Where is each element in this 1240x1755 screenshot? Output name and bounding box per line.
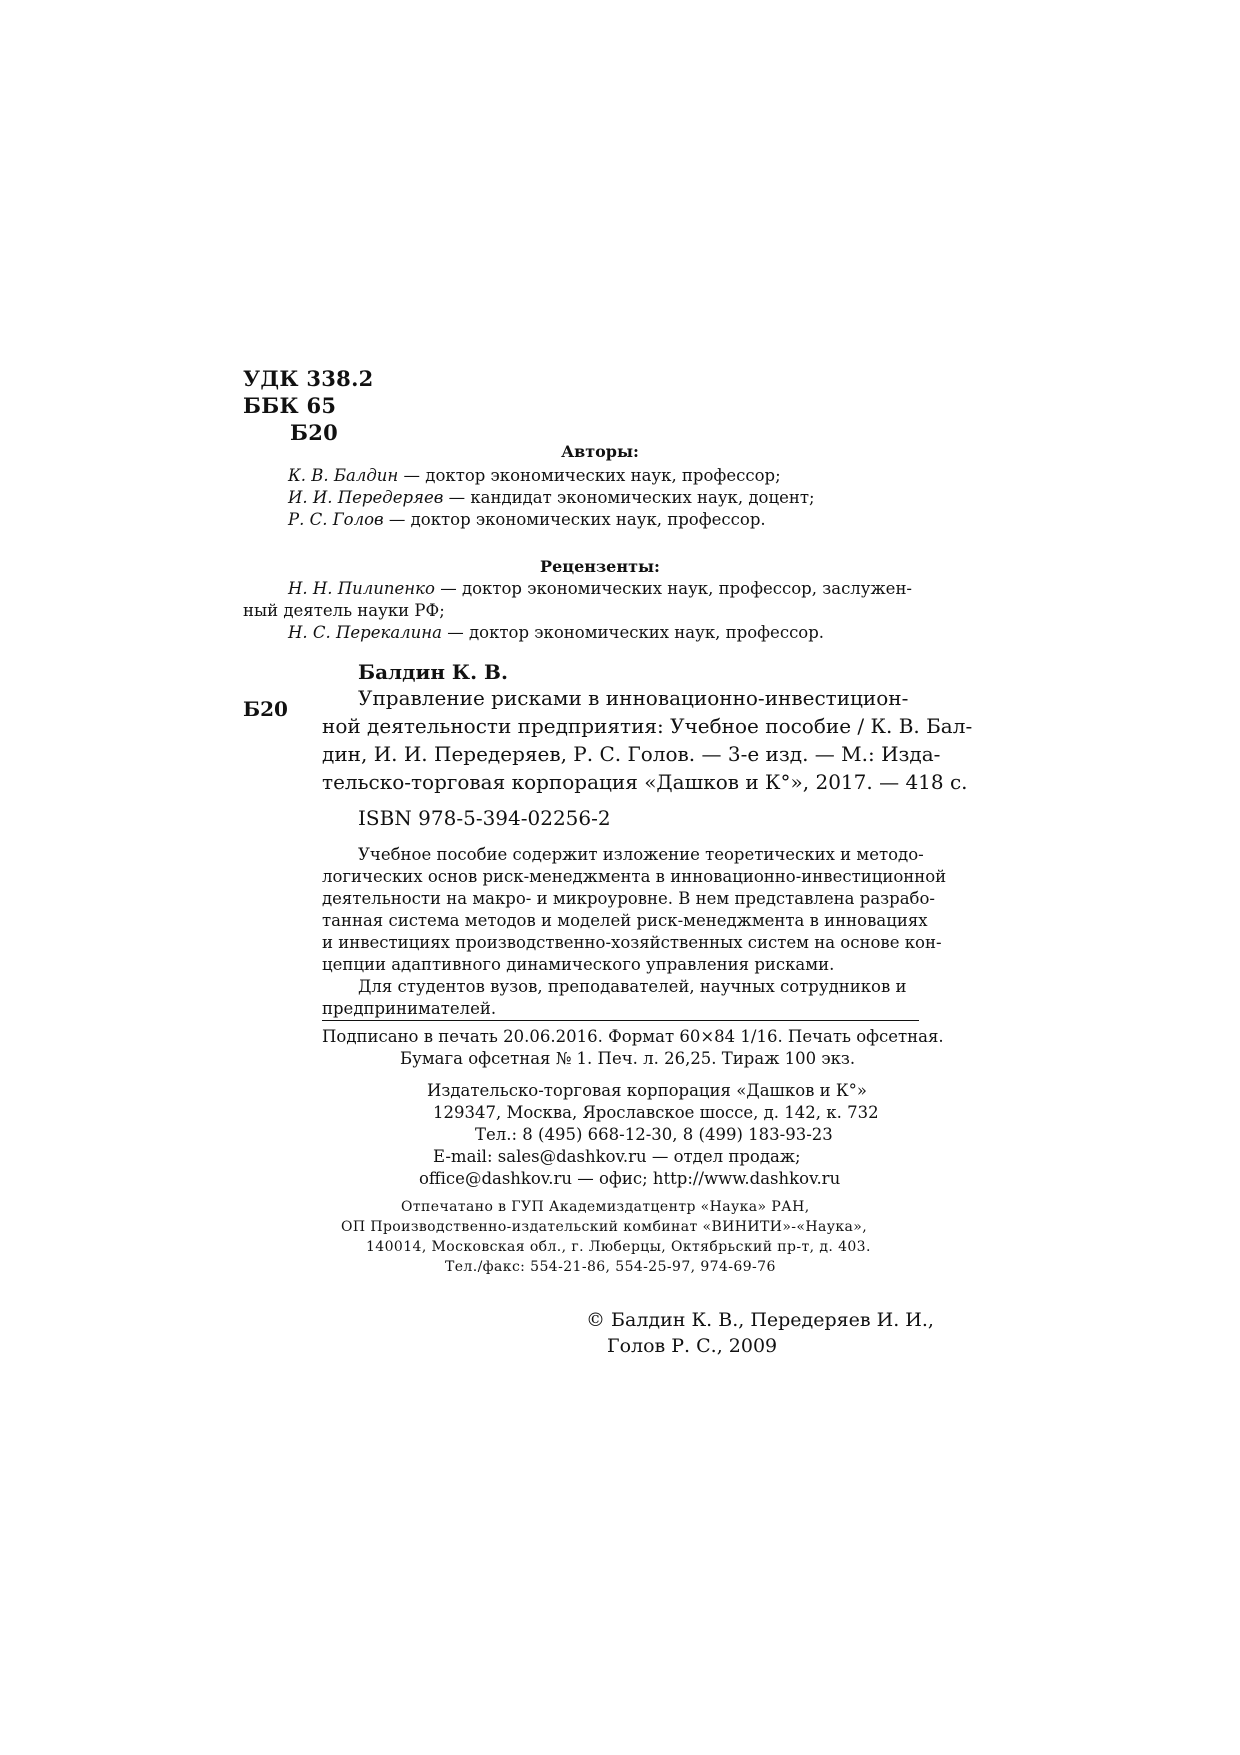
printer-line: Отпечатано в ГУП Академиздатцентр «Наука» РАН, bbox=[401, 1199, 810, 1215]
reviewer-name: Н. С. Перекалина bbox=[288, 623, 443, 642]
author-entry bbox=[288, 488, 815, 507]
annotation-line: Учебное пособие содержит изложение теоретических и методо- bbox=[358, 845, 924, 864]
reviewer-role: — доктор экономических наук, профессор. bbox=[442, 623, 825, 642]
reviewers-heading: Рецензенты: bbox=[540, 557, 660, 576]
isbn: ISBN 978-5-394-02256-2 bbox=[358, 806, 611, 830]
imprint-line: Подписано в печать 20.06.2016. Формат 60×84 1/16. Печать офсетная. bbox=[322, 1027, 944, 1046]
reviewer-entry bbox=[288, 579, 912, 598]
reviewer-entry-continuation: ный деятель науки РФ; bbox=[243, 601, 445, 620]
bib-line: тельско-торговая корпорация «Дашков и К°», 2017. — 418 с. bbox=[322, 770, 968, 794]
udk-code: УДК 338.2 bbox=[243, 366, 374, 391]
publisher-line: Тел.: 8 (495) 668-12-30, 8 (499) 183-93-23 bbox=[475, 1125, 833, 1144]
bib-line: дин, И. И. Передеряев, Р. С. Голов. — 3-е изд. — М.: Изда- bbox=[322, 742, 941, 766]
reviewer-name: Н. Н. Пилипенко bbox=[288, 579, 435, 598]
author-name: Р. С. Голов bbox=[288, 510, 384, 529]
author-role: — кандидат экономических наук, доцент; bbox=[443, 488, 815, 507]
author-mark: Б20 bbox=[290, 420, 339, 445]
reviewer-role: — доктор экономических наук, профессор, заслужен- bbox=[434, 579, 913, 598]
bib-side-code: Б20 bbox=[243, 697, 288, 721]
publisher-line: 129347, Москва, Ярославское шоссе, д. 142, к. 732 bbox=[433, 1103, 879, 1122]
printer-line: ОП Производственно-издательский комбинат «ВИНИТИ»-«Наука», bbox=[341, 1219, 868, 1235]
annotation-line: и инвестициях производственно-хозяйственных систем на основе кон- bbox=[322, 933, 942, 952]
imprint-line: Бумага офсетная № 1. Печ. л. 26,25. Тираж 100 экз. bbox=[400, 1049, 856, 1068]
bib-line: Управление рисками в инновационно-инвестицион- bbox=[358, 686, 909, 710]
publisher-line: Издательско-торговая корпорация «Дашков и К°» bbox=[427, 1081, 868, 1100]
publisher-line: office@dashkov.ru — офис; http://www.dashkov.ru bbox=[419, 1169, 841, 1188]
annotation-line: логических основ риск-менеджмента в инновационно-инвестиционной bbox=[322, 867, 947, 886]
author-role: — доктор экономических наук, профессор. bbox=[383, 510, 766, 529]
bib-author: Балдин К. В. bbox=[358, 660, 508, 684]
annotation-line: предпринимателей. bbox=[322, 999, 497, 1018]
bib-line: ной деятельности предприятия: Учебное пособие / К. В. Бал- bbox=[322, 714, 973, 738]
copyright-line: Голов Р. С., 2009 bbox=[607, 1335, 778, 1357]
bbk-code: ББК 65 bbox=[243, 393, 337, 418]
author-entry bbox=[288, 510, 766, 529]
author-name: И. И. Передеряев bbox=[288, 488, 444, 507]
copyright-line: © Балдин К. В., Передеряев И. И., bbox=[586, 1309, 934, 1331]
printer-line: 140014, Московская обл., г. Люберцы, Октябрьский пр-т, д. 403. bbox=[366, 1239, 871, 1255]
annotation-line: деятельности на макро- и микроуровне. В нем представлена разрабо- bbox=[322, 889, 935, 908]
printer-line: Тел./факс: 554-21-86, 554-25-97, 974-69-76 bbox=[445, 1259, 776, 1275]
authors-heading: Авторы: bbox=[561, 442, 639, 461]
author-role: — доктор экономических наук, профессор; bbox=[398, 466, 781, 485]
author-name: К. В. Балдин bbox=[288, 466, 399, 485]
author-entry bbox=[288, 466, 781, 485]
reviewer-entry bbox=[288, 623, 824, 642]
publisher-line: E-mail: sales@dashkov.ru — отдел продаж; bbox=[433, 1147, 801, 1166]
annotation-line: танная система методов и моделей риск-менеджмента в инновациях bbox=[322, 911, 928, 930]
annotation-line: Для студентов вузов, преподавателей, научных сотрудников и bbox=[358, 977, 907, 996]
annotation-line: цепции адаптивного динамического управления рисками. bbox=[322, 955, 835, 974]
separator-rule bbox=[322, 1020, 919, 1021]
